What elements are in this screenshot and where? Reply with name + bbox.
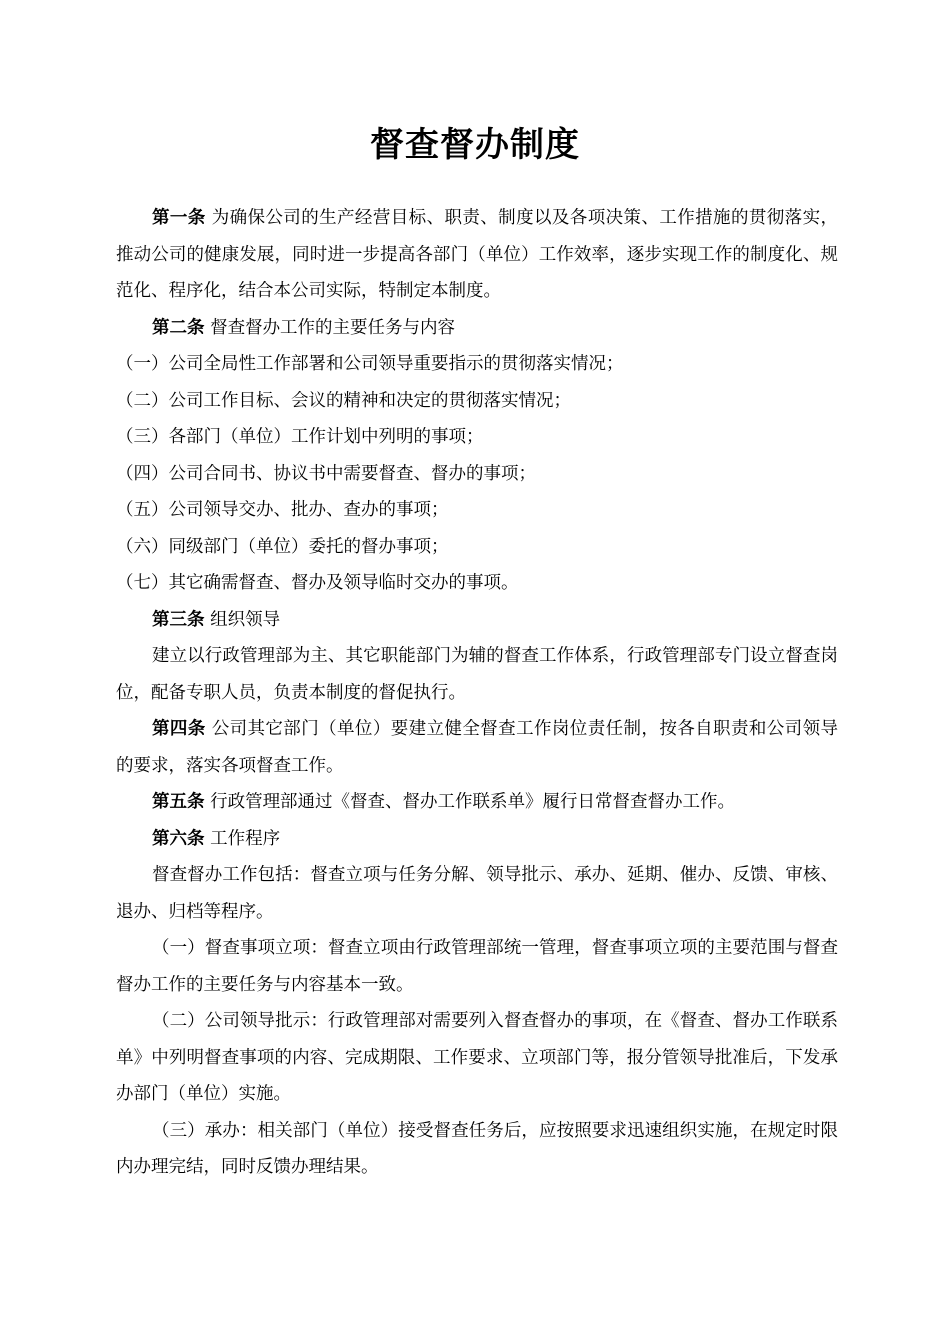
article-6-text: 工作程序	[204, 828, 281, 849]
article-2-label: 第二条	[152, 317, 205, 338]
article-2-item: （五）公司领导交办、批办、查办的事项；	[116, 500, 449, 520]
article-5-label: 第五条	[152, 792, 205, 812]
article-2-item: （一）公司全局性工作部署和公司领导重要指示的贯彻落实情况；	[116, 354, 624, 374]
article-6-step: （二）公司领导批示：行政管理部对需要列入督查督办的事项，在《督查、督办工作联系单》中列明督查事项的内容、完成期限、工作要求、立项部门等，报分管领导批准后，下发承办部门（单位）实施。	[116, 1011, 838, 1104]
article-3-paragraph: 建立以行政管理部为主、其它职能部门为辅的督查工作体系，行政管理部专门设立督查岗位，配备专职人员，负责本制度的督促执行。	[116, 646, 838, 703]
document-title: 督查督办制度	[370, 125, 580, 165]
article-6-paragraph: 督查督办工作包括：督查立项与任务分解、领导批示、承办、延期、催办、反馈、审核、退办、归档等程序。	[116, 865, 838, 922]
article-2-item: （七）其它确需督查、督办及领导临时交办的事项。	[116, 573, 519, 593]
article-5-text: 行政管理部通过《督查、督办工作联系单》履行日常督查督办工作。	[204, 792, 736, 812]
article-6	[116, 821, 838, 858]
article-1-text: 为确保公司的生产经营目标、职责、制度以及各项决策、工作措施的贯彻落实，推动公司的健康发展，同时进一步提高各部门（单位）工作效率，逐步实现工作的制度化、规范化、程序化，结合本公司实际，特制定本制度。	[116, 208, 838, 301]
article-4	[116, 711, 838, 784]
article-1-label: 第一条	[152, 208, 206, 228]
document-body	[116, 200, 838, 1186]
article-6-label: 第六条	[152, 828, 205, 849]
article-4-text: 公司其它部门（单位）要建立健全督查工作岗位责任制，按各自职责和公司领导的要求，落实各项督查工作。	[116, 719, 838, 776]
article-2	[116, 310, 838, 347]
article-1	[116, 200, 838, 310]
article-3-label: 第三条	[152, 609, 205, 630]
article-6-step: （一）督查事项立项：督查立项由行政管理部统一管理，督查事项立项的主要范围与督查督办工作的主要任务与内容基本一致。	[116, 938, 838, 995]
article-5	[116, 784, 838, 821]
article-3-text: 组织领导	[204, 609, 281, 630]
article-4-label: 第四条	[152, 719, 206, 739]
article-2-item: （三）各部门（单位）工作计划中列明的事项；	[116, 427, 484, 447]
article-3	[116, 602, 838, 639]
article-2-item: （四）公司合同书、协议书中需要督查、督办的事项；	[116, 463, 536, 484]
article-6-step: （三）承办：相关部门（单位）接受督查任务后，应按照要求迅速组织实施，在规定时限内办理完结，同时反馈办理结果。	[116, 1120, 838, 1177]
article-2-text: 督查督办工作的主要任务与内容	[204, 317, 456, 338]
article-2-item: （六）同级部门（单位）委托的督办事项；	[116, 536, 449, 557]
article-2-item: （二）公司工作目标、会议的精神和决定的贯彻落实情况；	[116, 390, 571, 411]
